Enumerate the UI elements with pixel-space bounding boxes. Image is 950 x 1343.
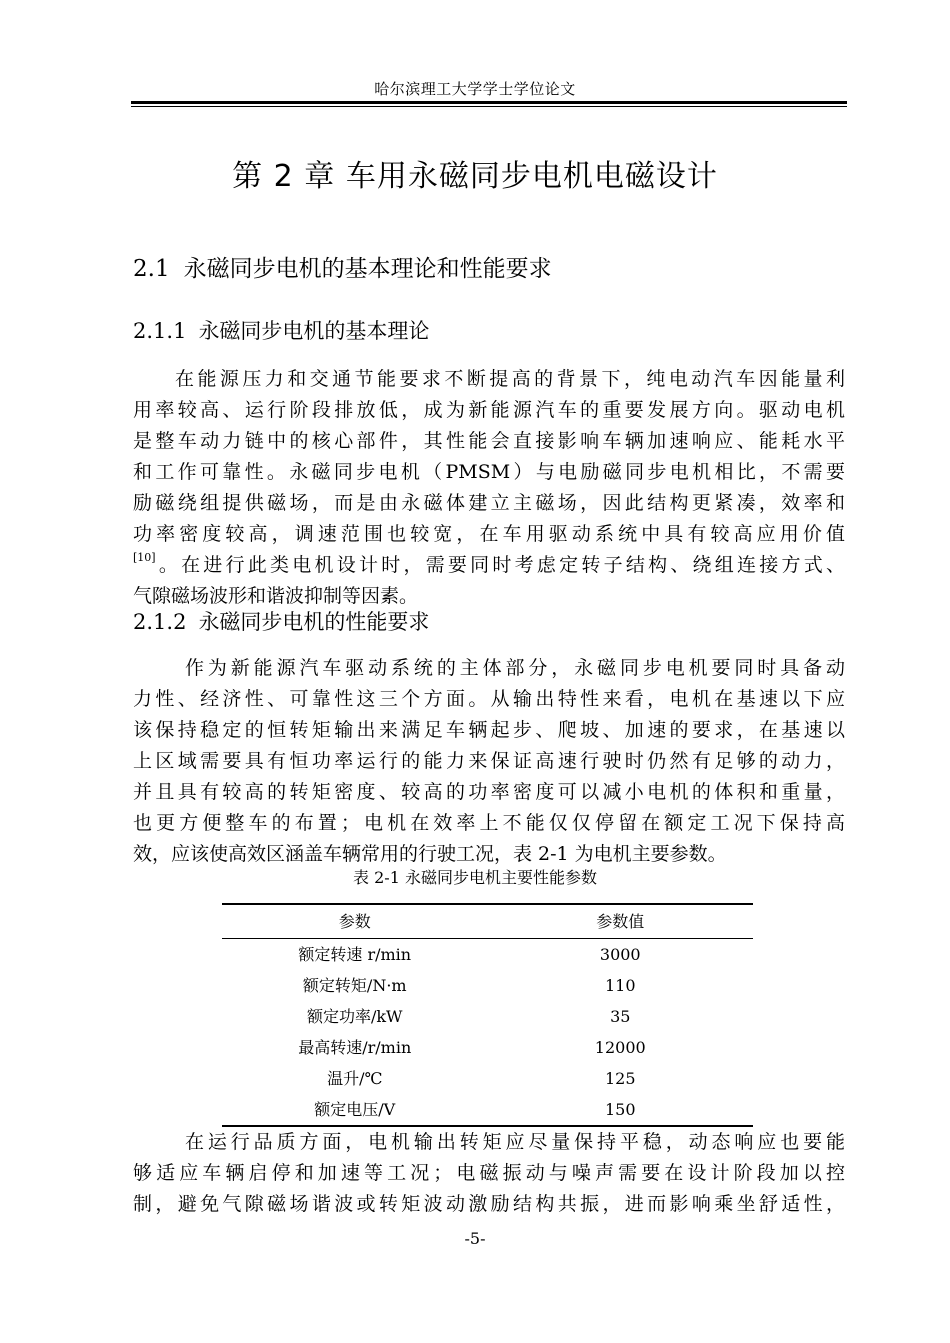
- subsection-heading-2-1-2: [133, 606, 429, 638]
- table-caption: 表 2-1 永磁同步电机主要性能参数: [353, 868, 597, 887]
- section-number: 2.1: [133, 256, 170, 282]
- paragraph-performance: [133, 653, 845, 870]
- citation-continuation: 。在进行此类电机设计时，需要同时考虑定转子结构、绕组连接方式、: [155, 554, 845, 576]
- table-row: [222, 1032, 753, 1063]
- header-rule-thick: [131, 101, 847, 104]
- paragraph-line: 效，应该使高效区涵盖车辆常用的行驶工况，表 2-1 为电机主要参数。: [133, 843, 727, 865]
- table-row: [222, 939, 753, 971]
- paragraph-line: 该保持稳定的恒转矩输出来满足车辆起步、爬坡、加速的要求，在基速以: [133, 719, 845, 741]
- subsection-number: 2.1.2: [133, 610, 187, 634]
- table-row: [222, 1094, 753, 1126]
- paragraph-basic-theory: [133, 364, 845, 612]
- table-cell: 额定功率/kW: [306, 1007, 403, 1026]
- page-number: -5-: [464, 1229, 486, 1248]
- table-cell: 额定电压/V: [222, 1094, 488, 1126]
- subsection-number: 2.1.1: [133, 319, 187, 343]
- paragraph-line: 用率较高、运行阶段排放低，成为新能源汽车的重要发展方向。驱动电机: [133, 399, 845, 421]
- paragraph-line: 功率密度较高，调速范围也较宽，在车用驱动系统中具有较高应用价值: [133, 523, 845, 545]
- table-header-cell: 参数: [222, 904, 488, 939]
- subsection-title: 永磁同步电机的性能要求: [198, 610, 430, 634]
- header-rule-thin: [131, 106, 847, 107]
- running-header: 哈尔滨理工大学学士学位论文: [374, 80, 576, 98]
- table-row: [222, 1063, 753, 1094]
- paragraph-operating-quality: [133, 1127, 845, 1220]
- table-cell: 温升/℃: [327, 1069, 383, 1088]
- paragraph-line: 制，避免气隙磁场谐波或转矩波动激励结构共振，进而影响乘坐舒适性，: [133, 1193, 845, 1215]
- table-cell: 12000: [594, 1038, 646, 1057]
- paragraph-line: 励磁绕组提供磁场，而是由永磁体建立主磁场，因此结构更紧凑，效率和: [133, 492, 845, 514]
- citation-ref: [10]: [133, 551, 156, 564]
- paragraph-line: 力性、经济性、可靠性这三个方面。从输出特性来看，电机在基速以下应: [133, 688, 845, 710]
- paragraph-line: 上区域需要具有恒功率运行的能力来保证高速行驶时仍然有足够的动力，: [133, 750, 845, 772]
- table-row: [222, 970, 753, 1001]
- paragraph-line: 气隙磁场波形和谐波抑制等因素。: [133, 585, 419, 607]
- table-row: [222, 1001, 753, 1032]
- section-heading-2-1: [133, 252, 552, 286]
- table-header-cell: 参数值: [488, 904, 754, 939]
- chapter-title: 第 2 章 车用永磁同步电机电磁设计: [232, 159, 718, 194]
- table-cell: 3000: [599, 945, 641, 964]
- paragraph-line: 是整车动力链中的核心部件，其性能会直接影响车辆加速响应、能耗水平: [133, 430, 845, 452]
- paragraph-line: 在能源压力和交通节能要求不断提高的背景下，纯电动汽车因能量利: [175, 368, 845, 390]
- table-cell: 125: [604, 1069, 636, 1088]
- table-cell: 额定转矩/N·m: [302, 976, 407, 995]
- paragraph-line: 作为新能源汽车驱动系统的主体部分，永磁同步电机要同时具备动: [185, 657, 845, 679]
- table-cell: 110: [604, 976, 636, 995]
- table-header-row: [222, 904, 753, 939]
- parameter-table: [222, 903, 753, 1127]
- subsection-heading-2-1-1: [133, 315, 429, 347]
- table-cell: 最高转速/r/min: [298, 1038, 412, 1057]
- paragraph-line: 在运行品质方面，电机输出转矩应尽量保持平稳，动态响应也要能: [185, 1131, 845, 1153]
- table-cell: 150: [488, 1094, 754, 1126]
- paragraph-line: 够适应车辆启停和加速等工况；电磁振动与噪声需要在设计阶段加以控: [133, 1162, 845, 1184]
- paragraph-line: 也更方便整车的布置；电机在效率上不能仅仅停留在额定工况下保持高: [133, 812, 845, 834]
- table-cell: 额定转速 r/min: [298, 945, 412, 964]
- paragraph-line: 并且具有较高的转矩密度、较高的功率密度可以减小电机的体积和重量，: [133, 781, 845, 803]
- paragraph-line: 和工作可靠性。永磁同步电机（PMSM）与电励磁同步电机相比，不需要: [133, 461, 845, 483]
- table-cell: 35: [610, 1007, 631, 1026]
- paragraph-line-with-citation: [133, 550, 845, 581]
- section-title: 永磁同步电机的基本理论和性能要求: [183, 256, 552, 282]
- subsection-title: 永磁同步电机的基本理论: [198, 319, 430, 343]
